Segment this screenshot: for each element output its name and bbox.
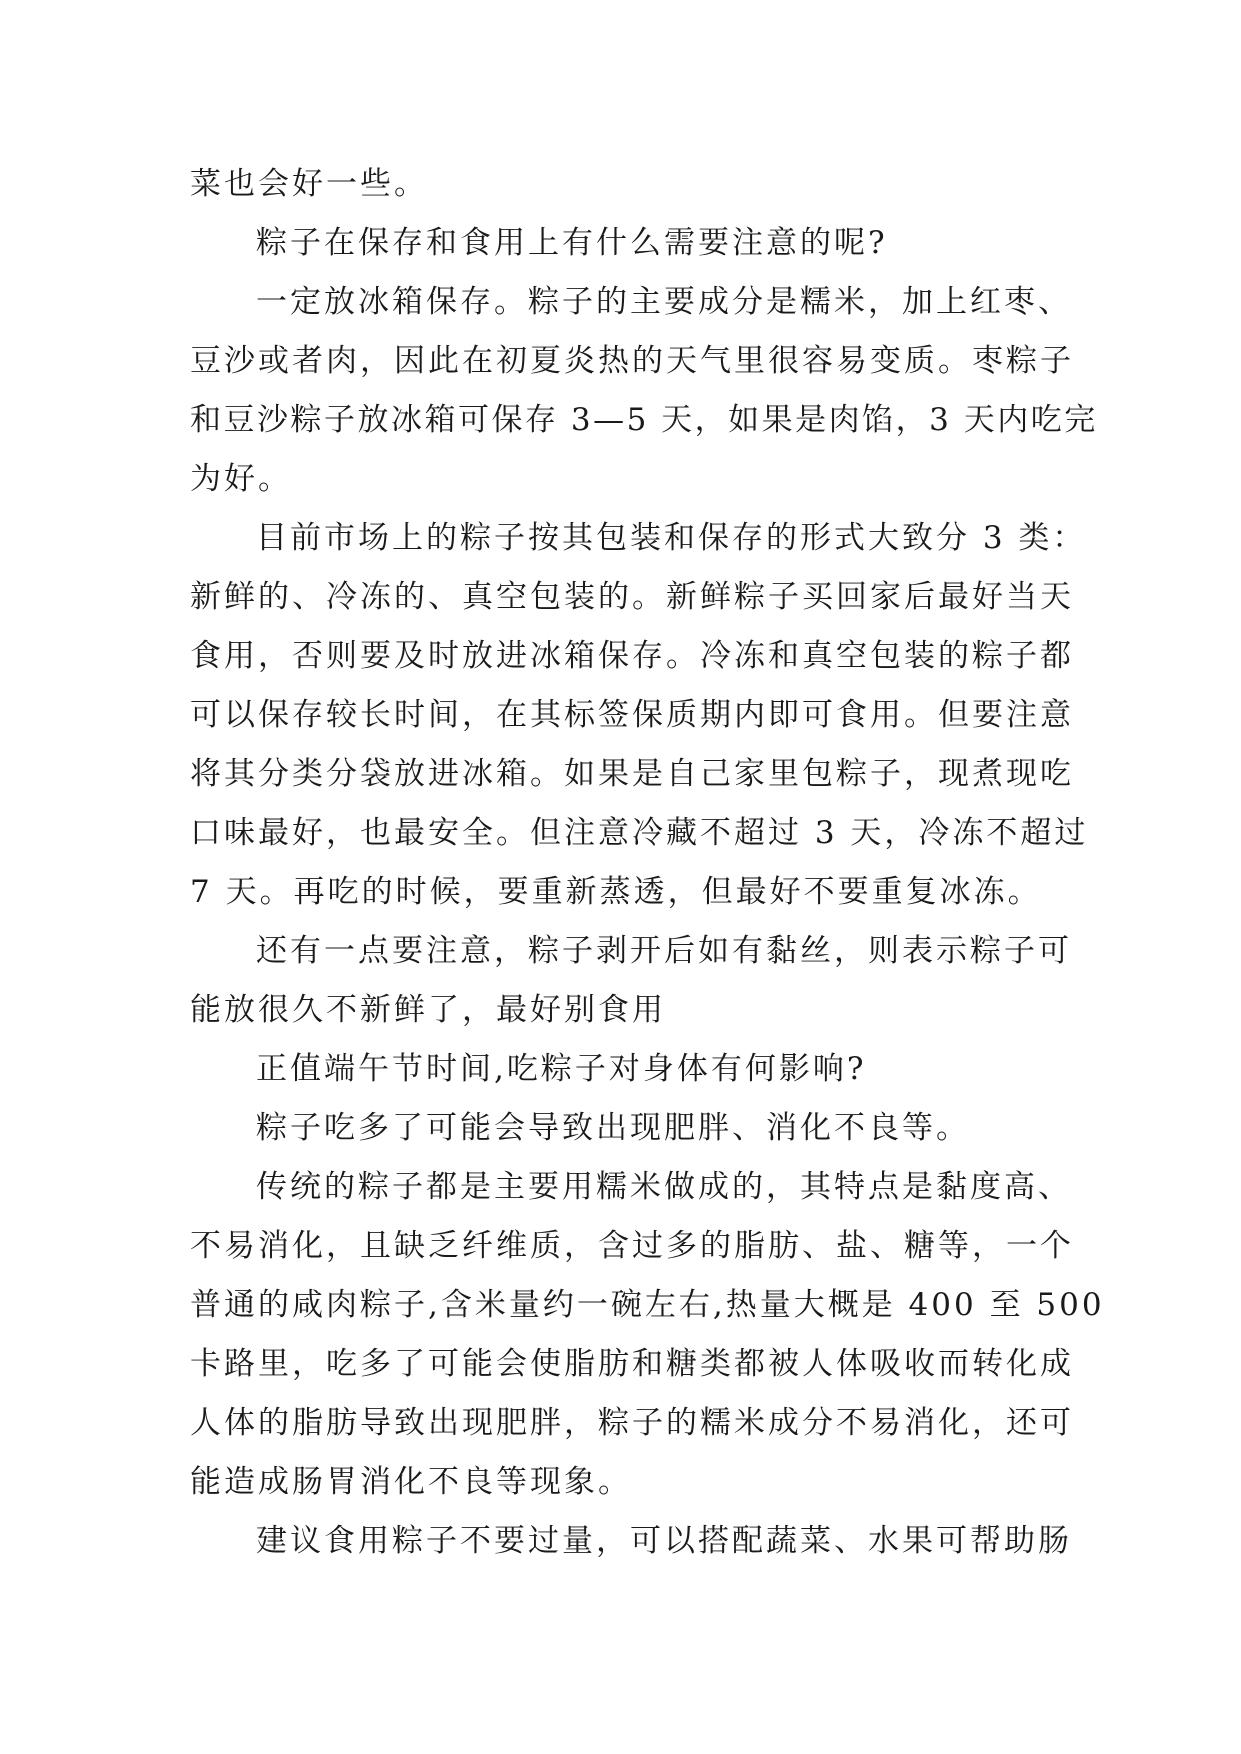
text-line: 新鲜的、冷冻的、真空包装的。新鲜粽子买回家后最好当天 xyxy=(190,579,1074,615)
text-line: 口味最好，也最安全。但注意冷藏不超过 3 天，冷冻不超过 xyxy=(190,815,1089,851)
text-line: 建议食用粽子不要过量，可以搭配蔬菜、水果可帮助肠 xyxy=(256,1523,1072,1559)
text-line: 不易消化，且缺乏纤维质，含过多的脂肪、盐、糖等，一个 xyxy=(190,1228,1074,1264)
text-line: 正值端午节时间,吃粽子对身体有何影响? xyxy=(256,1051,867,1087)
text-line: 普通的咸肉粽子,含米量约一碗左右,热量大概是 400 至 500 xyxy=(190,1287,1105,1323)
text-line: 为好。 xyxy=(190,461,292,497)
text-line: 目前市场上的粽子按其包装和保存的形式大致分 3 类： xyxy=(256,520,1087,556)
text-line: 菜也会好一些。 xyxy=(190,166,428,202)
text-line: 能造成肠胃消化不良等现象。 xyxy=(190,1464,632,1500)
text-line: 粽子在保存和食用上有什么需要注意的呢? xyxy=(256,225,888,261)
text-line: 和豆沙粽子放冰箱可保存 3—5 天，如果是肉馅，3 天内吃完 xyxy=(190,402,1098,438)
text-line: 能放很久不新鲜了，最好别食用 xyxy=(190,992,666,1028)
text-line: 一定放冰箱保存。粽子的主要成分是糯米，加上红枣、 xyxy=(256,284,1072,320)
text-line: 人体的脂肪导致出现肥胖，粽子的糯米成分不易消化，还可 xyxy=(190,1405,1074,1441)
text-line: 7 天。再吃的时候，要重新蒸透，但最好不要重复冰冻。 xyxy=(190,874,1042,910)
text-line: 豆沙或者肉，因此在初夏炎热的天气里很容易变质。枣粽子 xyxy=(190,343,1074,379)
text-line: 将其分类分袋放进冰箱。如果是自己家里包粽子，现煮现吃 xyxy=(190,756,1074,792)
text-line: 还有一点要注意，粽子剥开后如有黏丝，则表示粽子可 xyxy=(256,933,1072,969)
text-line: 可以保存较长时间，在其标签保质期内即可食用。但要注意 xyxy=(190,697,1074,733)
text-line: 卡路里，吃多了可能会使脂肪和糖类都被人体吸收而转化成 xyxy=(190,1346,1074,1382)
text-line: 食用，否则要及时放进冰箱保存。冷冻和真空包装的粽子都 xyxy=(190,638,1074,674)
text-line: 粽子吃多了可能会导致出现肥胖、消化不良等。 xyxy=(256,1110,970,1146)
text-line: 传统的粽子都是主要用糯米做成的，其特点是黏度高、 xyxy=(256,1169,1072,1205)
